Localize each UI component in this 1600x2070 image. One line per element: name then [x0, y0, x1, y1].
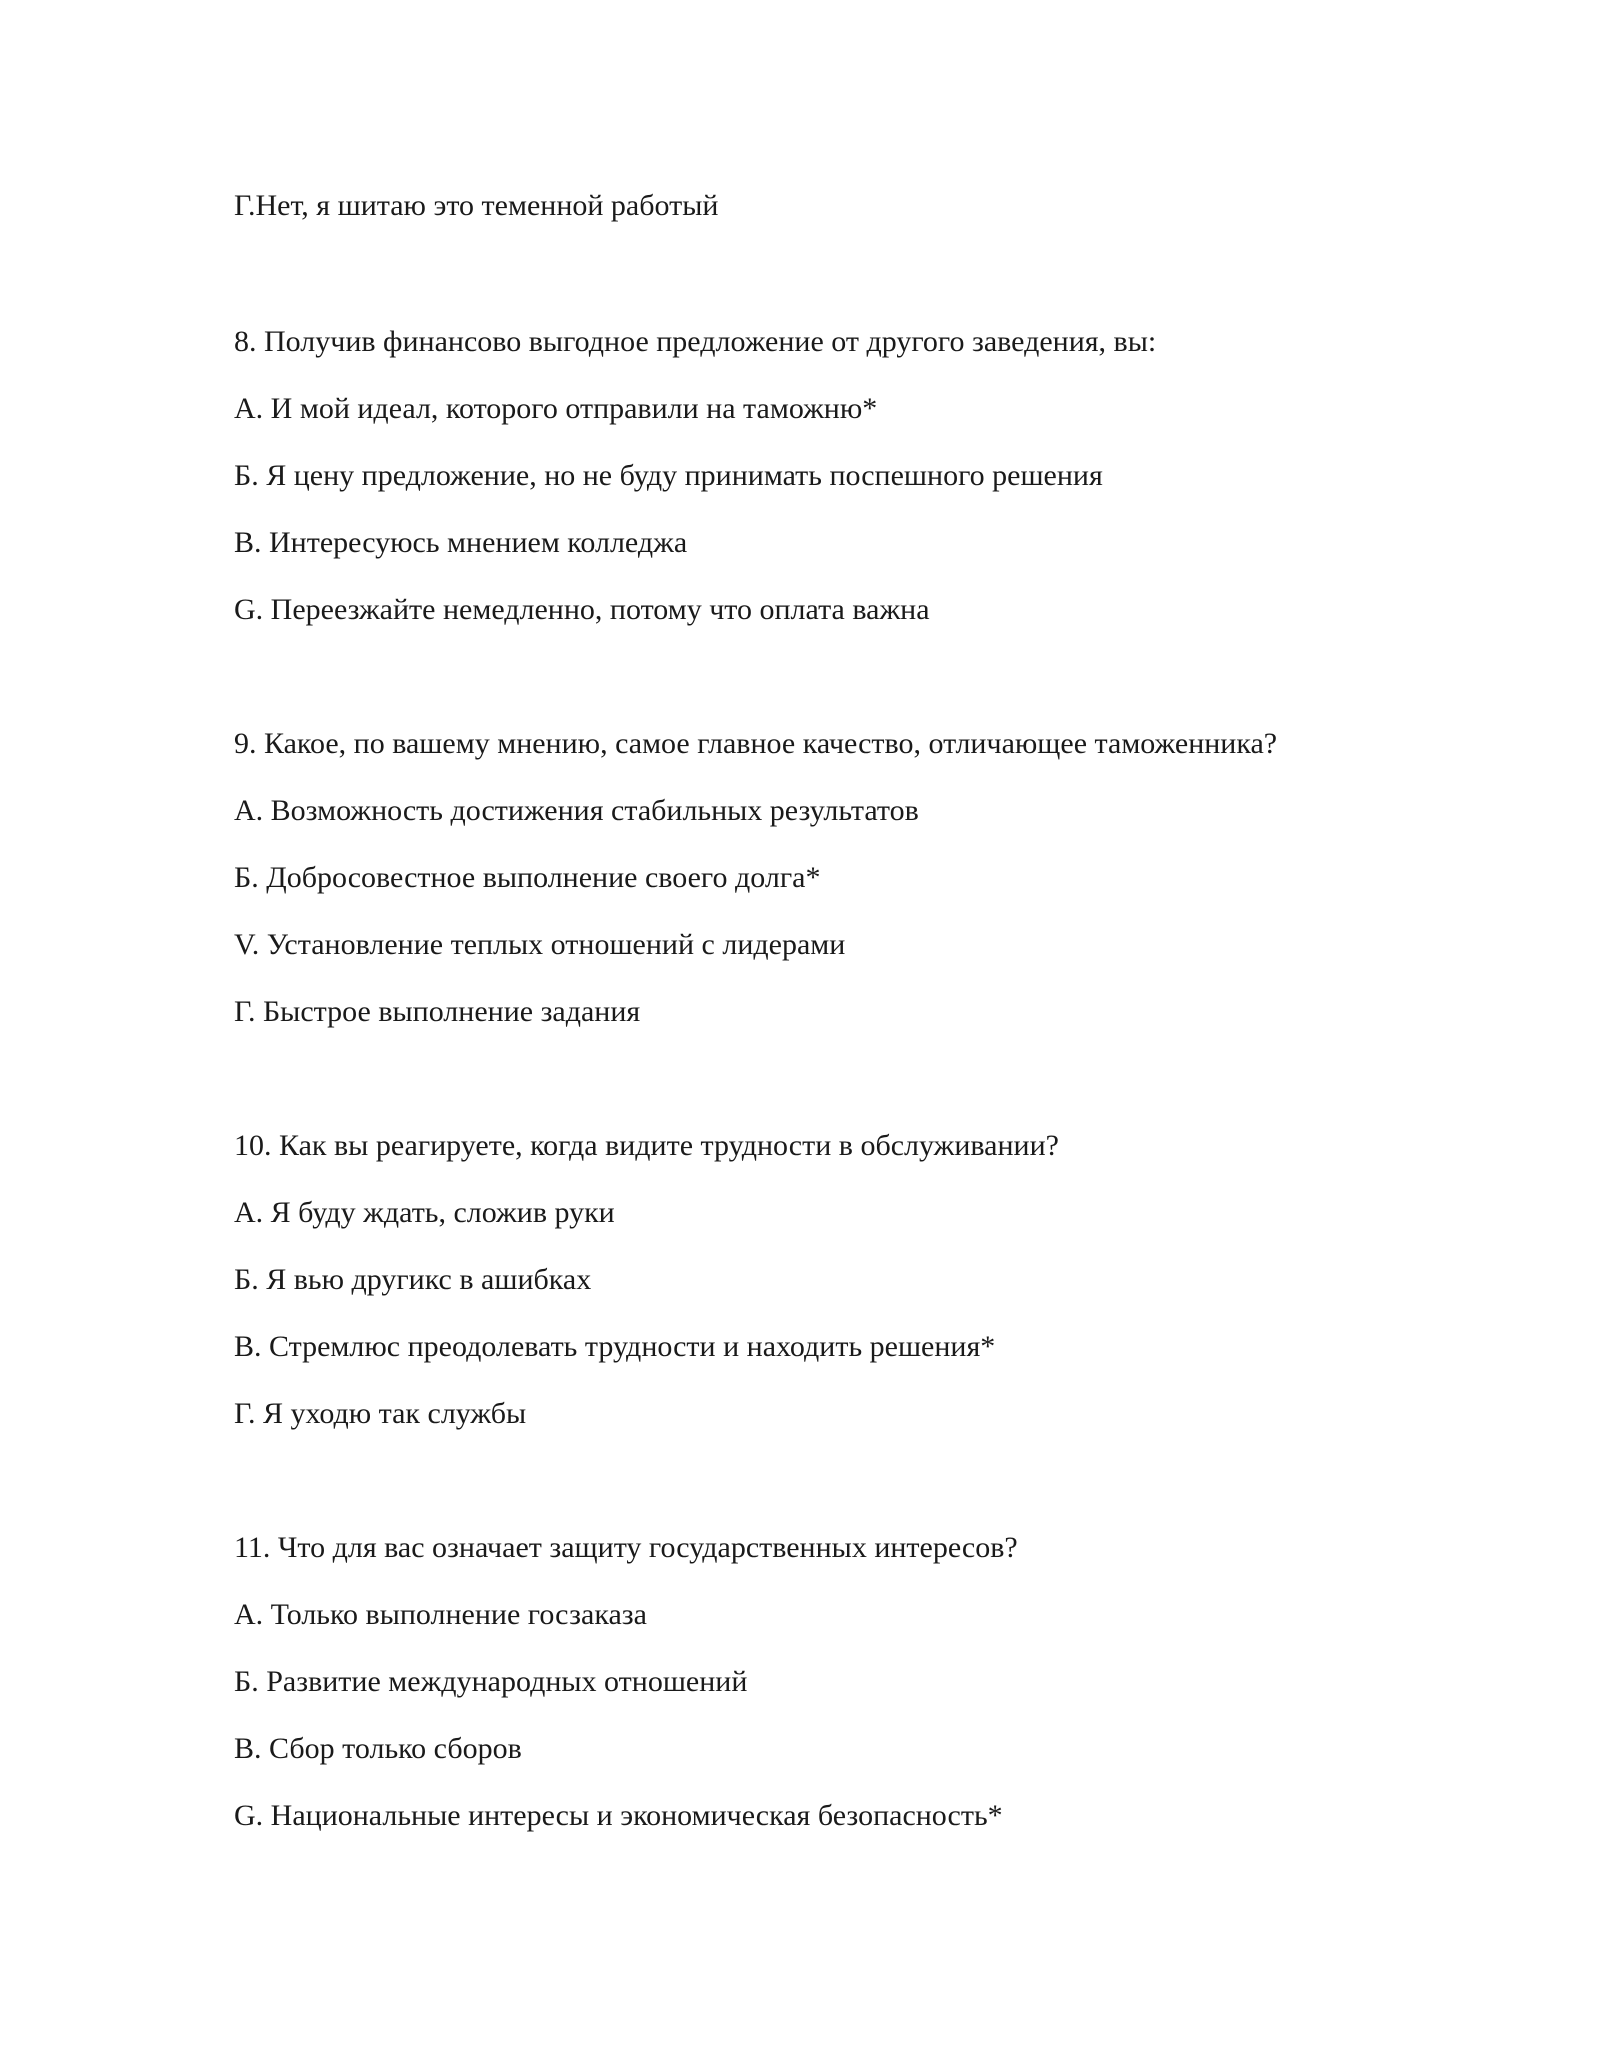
question-11-option-c: В. Сбор только сборов — [234, 1732, 522, 1765]
intro-option: Г.Нет, я шитаю это теменной работый — [234, 189, 719, 222]
question-10-option-a: А. Я буду ждать, сложив руки — [234, 1196, 615, 1229]
question-11-option-a: А. Только выполнение госзаказа — [234, 1598, 647, 1631]
question-9-option-b: Б. Добросовестное выполнение своего долга* — [234, 861, 821, 894]
question-10-option-d: Г. Я уходю так службы — [234, 1397, 527, 1430]
question-8-option-a: А. И мой идеал, которого отправили на таможню* — [234, 392, 878, 425]
question-11-option-b: Б. Развитие международных отношений — [234, 1665, 748, 1698]
question-10-option-c: В. Стремлюс преодолевать трудности и находить решения* — [234, 1330, 996, 1363]
question-8-option-b: Б. Я цену предложение, но не буду принимать поспешного решения — [234, 459, 1103, 492]
question-11-option-d: G. Национальные интересы и экономическая безопасность* — [234, 1799, 1003, 1832]
question-9-option-c: V. Установление теплых отношений с лидерами — [234, 928, 846, 961]
question-10: 10. Как вы реагируете, когда видите трудности в обслуживании? — [234, 1129, 1059, 1162]
question-9: 9. Какое, по вашему мнению, самое главное качество, отличающее таможенника? — [234, 727, 1278, 760]
question-11: 11. Что для вас означает защиту государственных интересов? — [234, 1531, 1018, 1564]
question-8-option-c: В. Интересуюсь мнением колледжа — [234, 526, 688, 559]
question-9-option-d: Г. Быстрое выполнение задания — [234, 995, 641, 1028]
question-8-option-d: G. Переезжайте немедленно, потому что оплата важна — [234, 593, 930, 626]
question-9-option-a: А. Возможность достижения стабильных результатов — [234, 794, 919, 827]
question-10-option-b: Б. Я вью другикс в ашибках — [234, 1263, 592, 1296]
question-8: 8. Получив финансово выгодное предложение от другого заведения, вы: — [234, 325, 1157, 358]
